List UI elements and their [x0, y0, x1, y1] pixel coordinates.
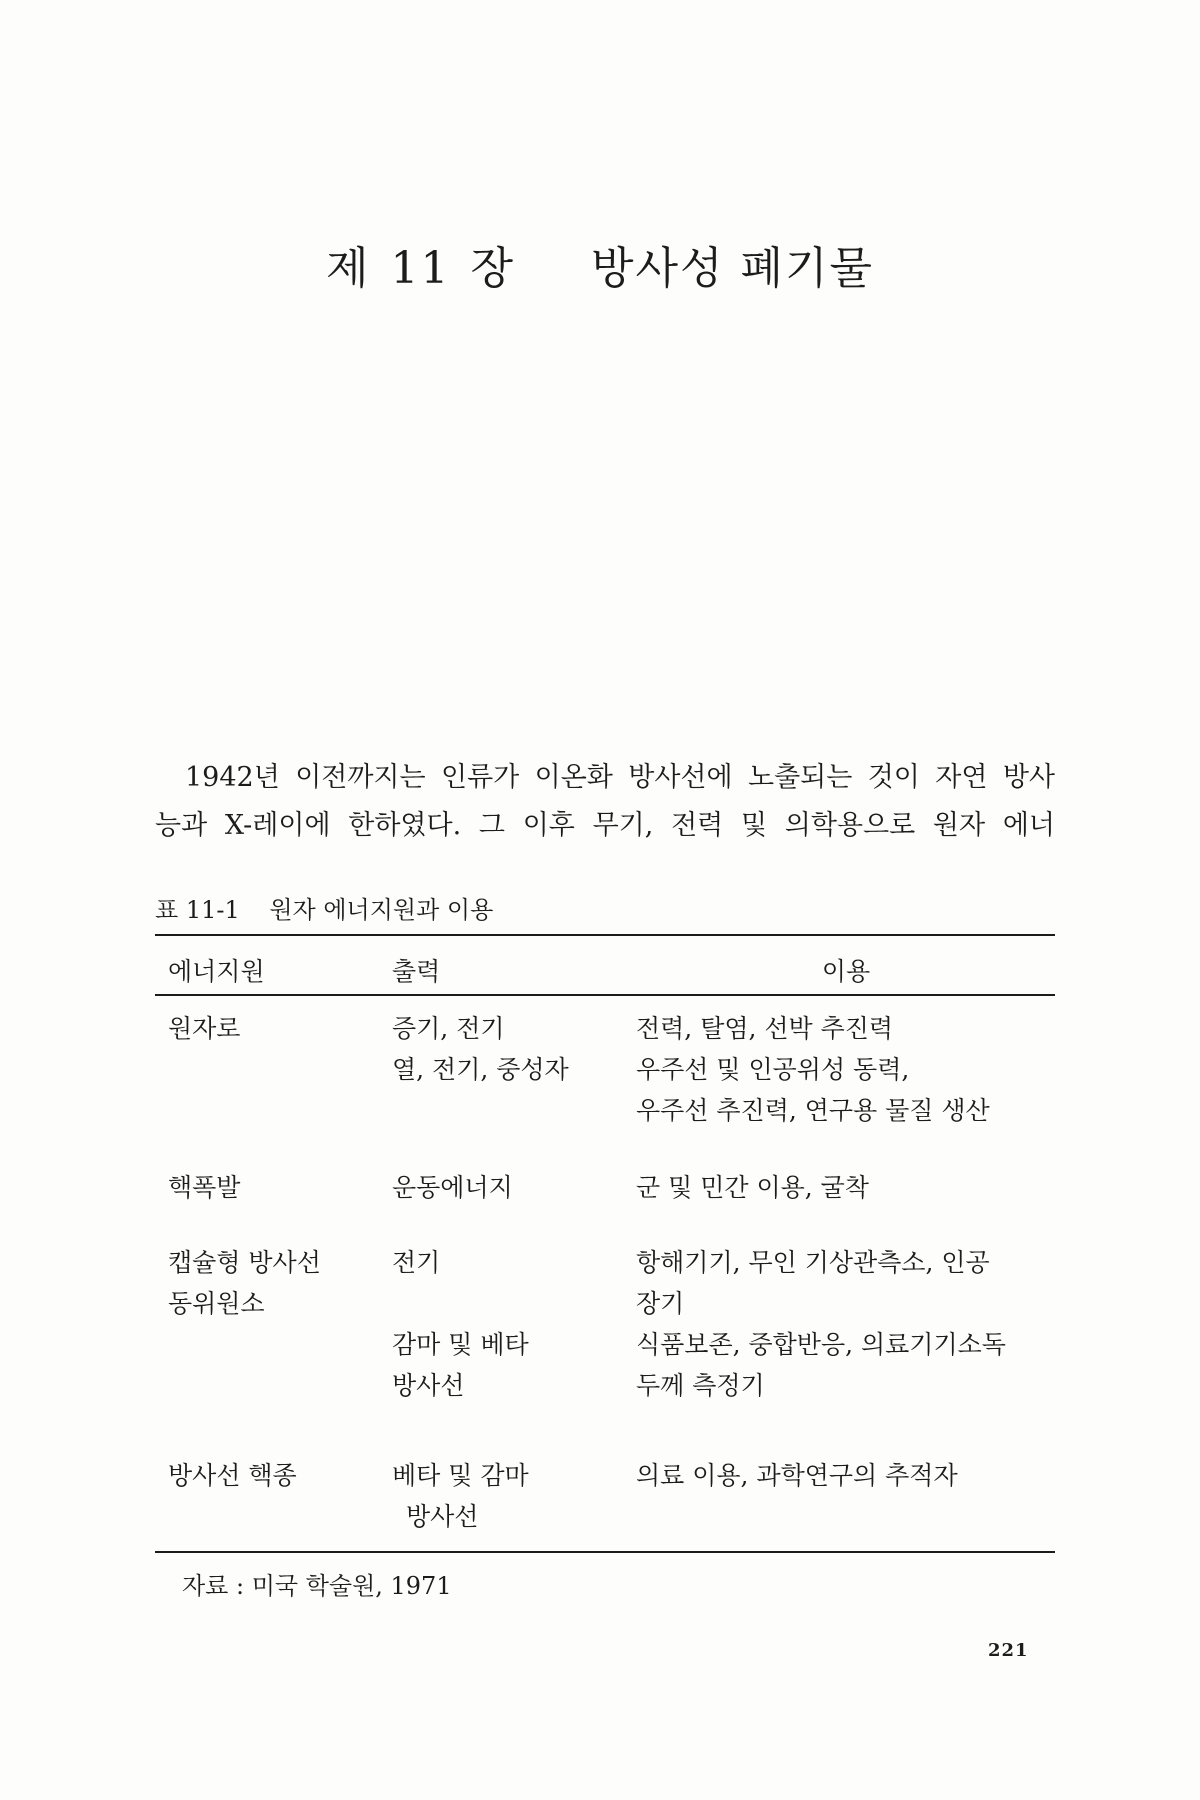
table-cell-source: 방사선 핵종 — [168, 1461, 297, 1490]
table-cell-use: 전력, 탈염, 선박 추진력 우주선 및 인공위성 동력, 우주선 추진력, 연구용 물질 생산 — [636, 1014, 990, 1125]
chapter-prefix: 제 — [325, 243, 371, 294]
table-cell-output: 베타 및 감마 방사선 — [392, 1461, 529, 1531]
table-cell-use: 식품보존, 중합반응, 의료기기소독 두께 측정기 — [636, 1330, 1006, 1400]
table-top-rule — [155, 934, 1055, 936]
chapter-title — [0, 232, 1200, 296]
table-cell-source: 핵폭발 — [168, 1173, 241, 1202]
table-bottom-rule — [155, 1551, 1055, 1553]
page-number: 221 — [988, 1640, 1029, 1661]
table-cell-output: 운동에너지 — [392, 1173, 513, 1202]
table-header-rule — [155, 994, 1055, 996]
table-cell-output: 전기 — [392, 1248, 441, 1277]
table-caption — [155, 890, 493, 925]
chapter-suffix: 장 — [470, 243, 515, 294]
table-cell-output: 감마 및 베타 방사선 — [392, 1330, 529, 1400]
table-cell-use: 의료 이용, 과학연구의 추적자 — [636, 1461, 958, 1490]
table-cell-source: 원자로 — [168, 1014, 241, 1043]
body-line-1: 1942년 이전까지는 인류가 이온화 방사선에 노출되는 것이 자연 방사 — [185, 762, 1055, 793]
chapter-name: 방사성 폐기물 — [591, 243, 875, 294]
table-caption-label: 표 11-1 — [155, 896, 240, 924]
chapter-number: 11 — [390, 243, 451, 294]
table-source-note: 자료 : 미국 학술원, 1971 — [182, 1572, 452, 1600]
table-caption-title: 원자 에너지원과 이용 — [269, 896, 494, 924]
body-line-2: 능과 X-레이에 한하였다. 그 이후 무기, 전력 및 의학용으로 원자 에너 — [155, 810, 1055, 841]
table-cell-use: 군 및 민간 이용, 굴착 — [636, 1173, 869, 1202]
table-header-source: 에너지원 — [168, 957, 265, 986]
table-cell-source: 캡슐형 방사선 동위원소 — [168, 1248, 321, 1318]
table-cell-output: 증기, 전기 열, 전기, 중성자 — [392, 1014, 569, 1084]
body-paragraph — [155, 754, 1055, 850]
table-cell-use: 항해기기, 무인 기상관측소, 인공 장기 — [636, 1248, 990, 1318]
table-header-output: 출력 — [392, 957, 441, 986]
table-header-use: 이용 — [821, 957, 871, 986]
